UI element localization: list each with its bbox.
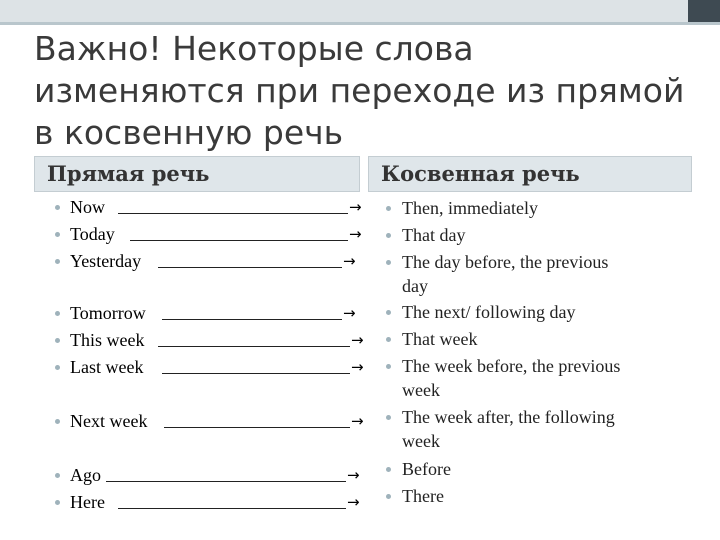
bullet-icon <box>55 338 60 343</box>
arrow-right-icon: → <box>347 493 360 511</box>
indirect-speech-text: The next/ following day <box>402 302 576 322</box>
direct-speech-item <box>0 194 370 220</box>
direct-speech-item <box>0 248 370 274</box>
direct-speech-item <box>0 221 370 247</box>
direct-speech-item <box>0 327 370 353</box>
direct-speech-word: Here <box>70 492 105 512</box>
bullet-icon <box>386 260 391 265</box>
indirect-speech-text: There <box>402 486 444 506</box>
fill-in-line <box>162 319 342 320</box>
arrow-right-icon: → <box>351 331 364 349</box>
top-bar-stripe <box>0 22 720 25</box>
indirect-speech-item <box>386 250 696 274</box>
indirect-speech-item-continuation <box>386 378 696 402</box>
direct-speech-word: Today <box>70 224 115 244</box>
indirect-speech-text: Then, immediately <box>402 198 538 218</box>
indirect-speech-header: Косвенная речь <box>368 156 692 192</box>
direct-speech-word: Last week <box>70 357 144 377</box>
arrow-right-icon: → <box>343 304 356 322</box>
bullet-icon <box>386 310 391 315</box>
bullet-icon <box>55 419 60 424</box>
indirect-speech-item <box>386 405 696 429</box>
bullet-icon <box>386 337 391 342</box>
indirect-speech-text: The day before, the previous <box>402 252 609 272</box>
direct-speech-header: Прямая речь <box>34 156 360 192</box>
arrow-right-icon: → <box>351 412 364 430</box>
arrow-right-icon: → <box>347 466 360 484</box>
arrow-right-icon: → <box>343 252 356 270</box>
direct-speech-word: Next week <box>70 411 148 431</box>
direct-speech-word: Ago <box>70 465 101 485</box>
indirect-speech-text: week <box>402 431 440 451</box>
indirect-speech-text: Before <box>402 459 451 479</box>
bullet-icon <box>55 259 60 264</box>
indirect-speech-item <box>386 300 696 324</box>
fill-in-line <box>164 427 350 428</box>
bullet-icon <box>55 311 60 316</box>
arrow-right-icon: → <box>349 198 362 216</box>
indirect-speech-item <box>386 196 696 220</box>
indirect-speech-item-continuation <box>386 429 696 453</box>
fill-in-line <box>106 481 346 482</box>
indirect-speech-item-continuation <box>386 274 696 298</box>
direct-speech-item <box>0 408 370 434</box>
direct-speech-word: This week <box>70 330 145 350</box>
fill-in-line <box>158 346 350 347</box>
bullet-icon <box>386 494 391 499</box>
fill-in-line <box>130 240 348 241</box>
direct-speech-word: Now <box>70 197 105 217</box>
bullet-icon <box>386 206 391 211</box>
slide-title: Важно! Некоторые слова изменяются при переходе из прямой в косвенную речь <box>34 29 685 152</box>
indirect-speech-text: That day <box>402 225 466 245</box>
bullet-icon <box>386 233 391 238</box>
arrow-right-icon: → <box>349 225 362 243</box>
direct-speech-item <box>0 489 370 515</box>
fill-in-line <box>162 373 350 374</box>
indirect-speech-text: The week before, the previous <box>402 356 621 376</box>
arrow-right-icon: → <box>351 358 364 376</box>
bullet-icon <box>386 415 391 420</box>
top-bar-light <box>0 0 688 22</box>
bullet-icon <box>386 467 391 472</box>
indirect-speech-item <box>386 484 696 508</box>
top-decorative-bar <box>0 0 720 22</box>
top-bar-dark-corner <box>688 0 720 22</box>
indirect-speech-item <box>386 223 696 247</box>
direct-speech-item <box>0 462 370 488</box>
indirect-speech-text: That week <box>402 329 478 349</box>
fill-in-line <box>118 213 348 214</box>
indirect-speech-text: week <box>402 380 440 400</box>
bullet-icon <box>386 364 391 369</box>
fill-in-line <box>158 267 342 268</box>
indirect-speech-item <box>386 457 696 481</box>
bullet-icon <box>55 500 60 505</box>
indirect-speech-text: day <box>402 276 428 296</box>
direct-speech-item <box>0 354 370 380</box>
indirect-speech-text: The week after, the following <box>402 407 615 427</box>
bullet-icon <box>55 365 60 370</box>
fill-in-line <box>118 508 346 509</box>
indirect-speech-item <box>386 327 696 351</box>
bullet-icon <box>55 232 60 237</box>
indirect-speech-item <box>386 354 696 378</box>
bullet-icon <box>55 473 60 478</box>
direct-speech-word: Tomorrow <box>70 303 146 323</box>
direct-speech-word: Yesterday <box>70 251 142 271</box>
direct-speech-item <box>0 300 370 326</box>
bullet-icon <box>55 205 60 210</box>
